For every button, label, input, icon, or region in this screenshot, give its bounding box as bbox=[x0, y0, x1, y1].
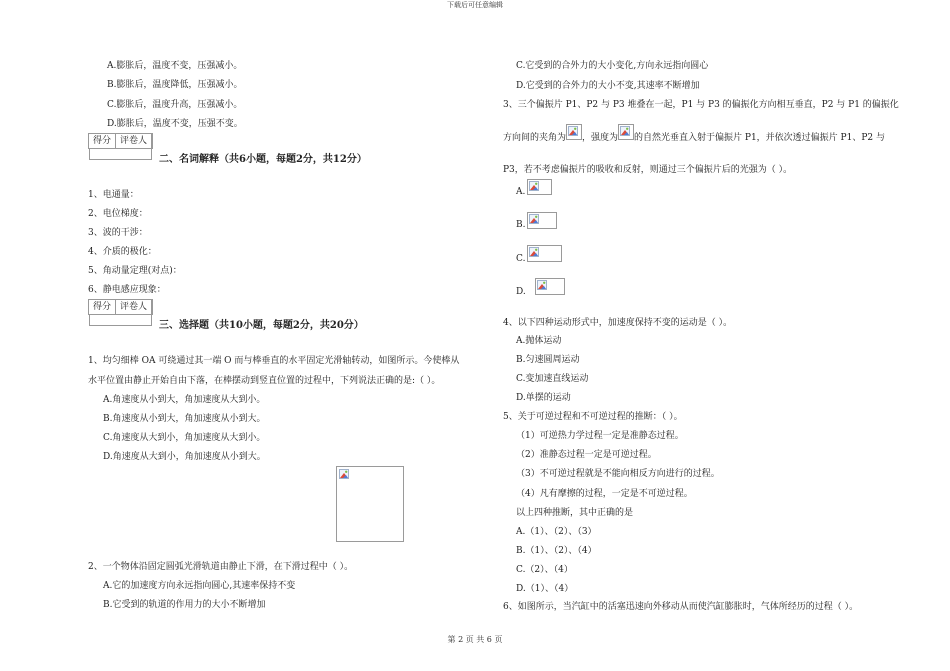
q4-option-b: B.匀速圆周运动 bbox=[516, 355, 580, 365]
term-item: 2、电位梯度： bbox=[88, 209, 148, 219]
option-c: C.膨胀后，温度升高，压强减小。 bbox=[107, 100, 243, 110]
q2-option-d: D.它受到的合外力的大小不变,其速率不断增加 bbox=[516, 81, 700, 91]
term-item: 1、电通量： bbox=[88, 190, 139, 200]
q3-text-rest: 的自然光垂直入射于偏振片 P1，并依次透过偏振片 P1、P2 与 bbox=[634, 133, 885, 143]
q5-prompt: 以上四种推断，其中正确的是 bbox=[516, 508, 634, 518]
q2-option-c: C.它受到的合外力的大小变化,方向永远指向圆心 bbox=[516, 61, 709, 71]
formula-image bbox=[566, 124, 582, 140]
q5-option-d: D.（1）、（4） bbox=[516, 584, 574, 594]
q6-stem: 6、如图所示，当汽缸中的活塞迅速向外移动从而使汽缸膨胀时，气体所经历的过程（ ）。 bbox=[503, 602, 859, 612]
grader-label: 评卷人 bbox=[116, 134, 152, 148]
q3-option-b-letter: B. bbox=[516, 220, 526, 230]
option-d: D.膨胀后，温度不变，压强不变。 bbox=[107, 119, 243, 129]
q3-option-d-image bbox=[535, 278, 565, 295]
q5-statement-1: （1）可逆热力学过程一定是准静态过程。 bbox=[516, 431, 684, 441]
score-box bbox=[88, 133, 153, 149]
q1-stem-line1: 1、均匀细棒 OA 可绕通过其一端 O 而与棒垂直的水平固定光滑轴转动，如图所示。今使棒从 bbox=[88, 356, 460, 366]
q3-text-intensity: ，强度为 bbox=[582, 133, 619, 143]
section-2-title: 二、名词解释（共6小题，每题2分，共12分） bbox=[159, 154, 367, 165]
q2-option-b: B.它受到的轨道的作用力的大小不断增加 bbox=[103, 600, 266, 610]
grader-label: 评卷人 bbox=[116, 300, 152, 314]
q3-option-a-letter: A. bbox=[516, 187, 526, 197]
q1-option-b: B.角速度从小到大，角加速度从小到大。 bbox=[103, 414, 266, 424]
q3-option-a-image bbox=[527, 179, 552, 195]
q5-statement-2: （2）准静态过程一定是可逆过程。 bbox=[516, 450, 657, 460]
q1-option-d: D.角速度从大到小，角加速度从小到大。 bbox=[103, 452, 266, 462]
q5-option-a: A.（1）、（2）、（3） bbox=[516, 527, 597, 537]
q3-stem-line2 bbox=[503, 130, 885, 143]
broken-image-icon bbox=[620, 126, 630, 136]
score-label: 得分 bbox=[89, 300, 116, 314]
q5-statement-3: （3）不可逆过程就是不能向相反方向进行的过程。 bbox=[516, 469, 720, 479]
page-header: 下载后可任意编辑 bbox=[447, 1, 503, 9]
q3-option-b-image bbox=[527, 212, 557, 229]
q4-option-d: D.单摆的运动 bbox=[516, 393, 571, 403]
q4-option-c: C.变加速直线运动 bbox=[516, 374, 589, 384]
option-a: A.膨胀后，温度不变，压强减小。 bbox=[107, 61, 243, 71]
q1-figure-image bbox=[336, 466, 404, 542]
broken-image-icon bbox=[529, 181, 539, 191]
page-footer: 第 2 页 共 6 页 bbox=[447, 635, 503, 644]
broken-image-icon bbox=[537, 280, 547, 290]
q2-stem: 2、一个物体沿固定圆弧光滑轨道由静止下滑，在下滑过程中（ ）。 bbox=[88, 562, 354, 572]
q1-option-c: C.角速度从大到小，角加速度从大到小。 bbox=[103, 433, 266, 443]
option-b: B.膨胀后，温度降低，压强减小。 bbox=[107, 80, 243, 90]
q5-statement-4: （4）凡有摩擦的过程，一定是不可逆过程。 bbox=[516, 489, 693, 499]
score-box bbox=[88, 299, 153, 315]
q1-stem-line2: 水平位置由静止开始自由下落，在棒摆动到竖直位置的过程中，下列说法正确的是:（ ）。 bbox=[88, 376, 441, 386]
term-item: 6、静电感应现象： bbox=[88, 285, 166, 295]
q5-stem: 5、关于可逆过程和不可逆过程的推断：（ ）。 bbox=[503, 412, 683, 422]
q2-option-a: A.它的加速度方向永远指向圆心,其速率保持不变 bbox=[103, 581, 296, 591]
term-item: 3、波的干涉： bbox=[88, 228, 148, 238]
formula-image bbox=[618, 124, 634, 140]
score-label: 得分 bbox=[89, 134, 116, 148]
q1-option-a: A.角速度从小到大，角加速度从大到小。 bbox=[103, 395, 266, 405]
term-item: 5、角动量定理(对点)： bbox=[88, 266, 182, 276]
q5-option-c: C.（2）、（4） bbox=[516, 565, 573, 575]
q4-stem: 4、以下四种运动形式中，加速度保持不变的运动是（ ）。 bbox=[503, 318, 733, 328]
broken-image-icon bbox=[568, 126, 578, 136]
q4-option-a: A.抛体运动 bbox=[516, 336, 562, 346]
broken-image-icon bbox=[529, 247, 539, 257]
q3-stem-line3: P3，若不考虑偏振片的吸收和反射，则通过三个偏振片后的光强为（ ）。 bbox=[503, 165, 793, 175]
q3-text-angle: 方向间的夹角为 bbox=[503, 133, 567, 143]
q3-stem-line1: 3、三个偏振片 P1、P2 与 P3 堆叠在一起，P1 与 P3 的偏振化方向相互垂直，P2 与 P1 的偏振化 bbox=[503, 100, 899, 110]
q5-option-b: B.（1）、（2）、（4） bbox=[516, 546, 597, 556]
term-item: 4、介质的极化： bbox=[88, 247, 157, 257]
q3-option-d-letter: D. bbox=[516, 287, 526, 297]
q3-option-c-image bbox=[527, 245, 562, 262]
section-3-title: 三、选择题（共10小题，每题2分，共20分） bbox=[159, 320, 364, 331]
broken-image-icon bbox=[339, 469, 349, 479]
broken-image-icon bbox=[529, 214, 539, 224]
q3-option-c-letter: C. bbox=[516, 254, 526, 264]
